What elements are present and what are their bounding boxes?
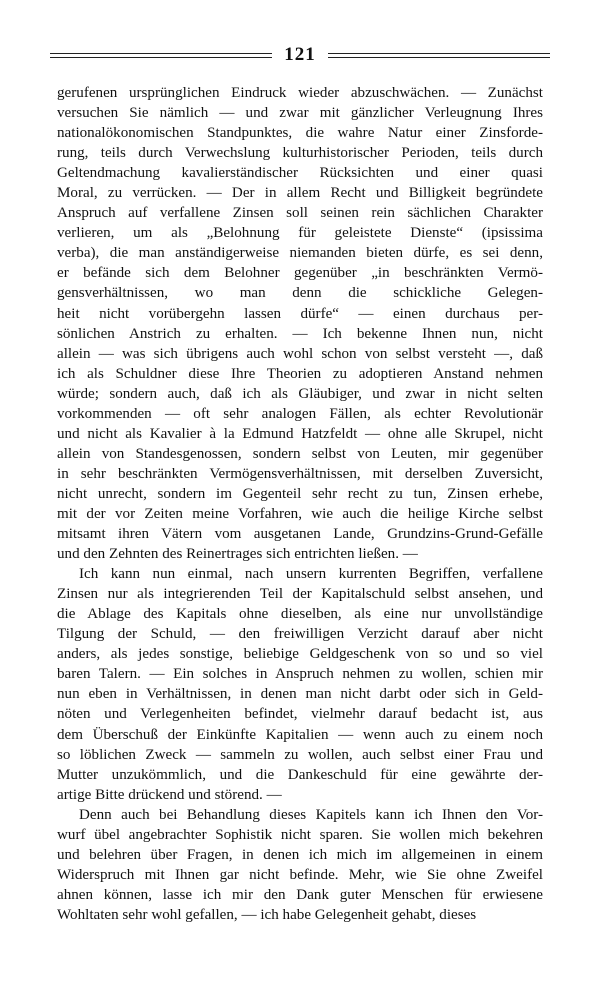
text-line: Ich kann nun einmal, nach unsern kurrenten Begriffen, verfallene [79,566,543,583]
text-line: Geltendmachung kavalierständischer Rücksichten und einer quasi [57,165,543,182]
text-line: Moral, zu verrücken. — Der in allem Recht und Billigkeit begründete [57,185,543,202]
page-number: 121 [284,44,316,65]
body-text [57,83,543,925]
text-line: dem Überschuß der Einkünfte Kapitalien — wenn auch zu einem noch [57,726,543,743]
text-line: ahnen können, lasse ich mir den Dank guter Menschen für erwiesene [57,886,543,903]
text-line: allein — was sich übrigens auch wohl schon von selbst versteht —, daß [57,345,543,362]
paragraph [57,805,543,925]
text-line: heit nicht vorübergehn lassen dürfe“ — einen durchaus per- [57,305,543,322]
text-line: und den Zehnten des Reinertrages sich entrichten ließen. — [57,546,418,563]
text-line: artige Bitte drückend und störend. — [57,786,282,803]
text-line: nationalökonomischen Standpunktes, die wahre Natur einer Zinsforde- [57,125,543,142]
text-line: verlieren, um als „Belohnung für geleistete Dienste“ (ipsissima [57,225,543,242]
text-line: nun eben in Verhältnissen, in denen man nicht darbt oder sich in Geld- [57,686,543,703]
page-header [50,40,550,70]
text-line: und belehren über Fragen, in denen ich mich im allgemeinen in einem [57,846,543,863]
text-line: ich als Schuldner diese Ihre Theorien zu adoptieren Anstand nehmen [57,365,543,382]
text-line: Anspruch auf verfallene Zinsen soll seinen rein sächlichen Charakter [57,205,543,222]
text-line: rung, teils durch Verwechslung kulturhistorischer Perioden, teils durch [57,145,543,162]
text-line: Widerspruch mit Ihnen gar nicht befinde. Mehr, wie Sie ohne Zweifel [57,866,543,883]
text-line: sönlichen Anstrich zu erhalten. — Ich bekenne Ihnen nun, nicht [57,325,543,342]
header-rule-left [50,53,272,58]
text-line: versuchen Sie nämlich — und zwar mit gänzlicher Verleugnung Ihres [57,105,543,122]
text-line: vorkommenden — oft sehr analogen Fällen, als echter Revolutionär [57,405,543,422]
text-line: baren Talern. — Ein solches in Anspruch nehmen zu wollen, schien mir [57,666,543,683]
text-line: Denn auch bei Behandlung dieses Kapitels kann ich Ihnen den Vor- [79,806,543,823]
text-line: er befände sich dem Belohner gegenüber „in beschränkten Vermö- [57,265,543,282]
text-line: würde; sondern auch, daß ich als Gläubiger, und zwar in nicht selten [57,385,543,402]
text-line: in sehr beschränkten Vermögensverhältnissen, mit derselben Zuversicht, [57,465,543,482]
text-line: Zinsen nur als integrierenden Teil der Kapitalschuld selbst ansehen, und [57,586,543,603]
text-line: verba), die man anständigerweise niemanden bieten dürfe, es sei denn, [57,245,543,262]
text-line: so löblichen Zweck — sammeln zu wollen, auch selbst einer Frau und [57,746,543,763]
text-line: Mutter unzukömmlich, und die Dankeschuld für eine gewährte der- [57,766,543,783]
text-line: nicht unrecht, sondern im Gegenteil sehr recht zu tun, Zinsen erhebe, [57,485,543,502]
text-line: Wohltaten sehr wohl gefallen, — ich habe Gelegenheit gehabt, dieses [57,906,477,923]
text-line: und nicht als Kavalier à la Edmund Hatzfeldt — ohne alle Skrupel, nicht [57,425,543,442]
paragraph [57,83,543,564]
text-line: allein von Standesgenossen, sondern selbst von Leuten, mir gegenüber [57,445,543,462]
text-line: mitsamt ihren Vätern vom ausgetanen Lande, Grundzins-Grund-Gefälle [57,526,543,543]
text-line: wurf übel angebrachter Sophistik nicht sparen. Sie wollen mich bekehren [57,826,543,843]
text-line: mit der vor Zeiten meine Vorfahren, wie auch die heilige Kirche selbst [57,505,543,522]
text-line: Tilgung der Schuld, — den freiwilligen Verzicht darauf aber nicht [57,626,543,643]
text-line: gensverhältnissen, wo man denn die schickliche Gelegen- [57,285,543,302]
paragraph [57,564,543,805]
header-rule-right [328,53,550,58]
text-line: anders, als jedes sonstige, beliebige Geldgeschenk von so und so viel [57,646,543,663]
text-line: nöten und Verlegenheiten befindet, vielmehr darauf bedacht ist, aus [57,706,543,723]
text-line: gerufenen ursprünglichen Eindruck wieder abzuschwächen. — Zunächst [57,85,543,101]
text-line: die Ablage des Kapitals ohne dieselben, als eine nur unvollständige [57,606,543,623]
